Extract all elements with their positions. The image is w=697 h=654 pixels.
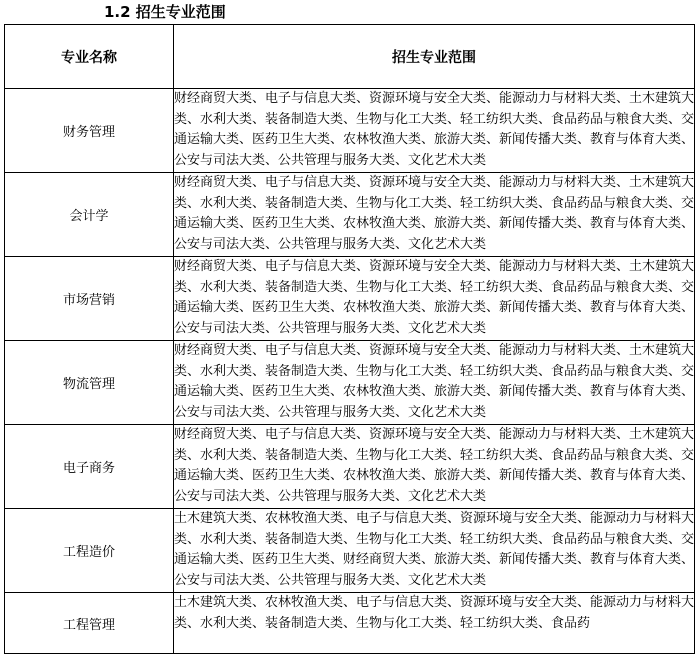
table-row [5, 89, 695, 173]
table-header-row [5, 25, 695, 89]
enrollment-scope-cell: 财经商贸大类、电子与信息大类、资源环境与安全大类、能源动力与材料大类、土木建筑大类、水利大类、装备制造大类、生物与化工大类、轻工纺织大类、食品药品与粮食大类、交通运输大类、医药卫生大类、农林牧渔大类、旅游大类、新闻传播大类、教育与体育大类、公安与司法大类、公共管理与服务大类、文化艺术大类 [174, 341, 695, 425]
table-row [5, 593, 695, 654]
table-row [5, 425, 695, 509]
major-name-cell: 市场营销 [5, 257, 174, 341]
header-enrollment-scope: 招生专业范围 [174, 25, 695, 89]
section-title: 1.2 招生专业范围 [104, 3, 226, 21]
major-name-cell: 财务管理 [5, 89, 174, 173]
major-name-cell: 工程管理 [5, 593, 174, 654]
table-row [5, 257, 695, 341]
major-name-cell: 会计学 [5, 173, 174, 257]
major-name-cell: 工程造价 [5, 509, 174, 593]
major-scope-table [4, 24, 695, 654]
enrollment-scope-cell: 财经商贸大类、电子与信息大类、资源环境与安全大类、能源动力与材料大类、土木建筑大类、水利大类、装备制造大类、生物与化工大类、轻工纺织大类、食品药品与粮食大类、交通运输大类、医药卫生大类、农林牧渔大类、旅游大类、新闻传播大类、教育与体育大类、公安与司法大类、公共管理与服务大类、文化艺术大类 [174, 89, 695, 173]
enrollment-scope-cell: 土木建筑大类、农林牧渔大类、电子与信息大类、资源环境与安全大类、能源动力与材料大类、水利大类、装备制造大类、生物与化工大类、轻工纺织大类、食品药 [174, 593, 695, 654]
major-name-cell: 物流管理 [5, 341, 174, 425]
table-row [5, 509, 695, 593]
enrollment-scope-cell: 财经商贸大类、电子与信息大类、资源环境与安全大类、能源动力与材料大类、土木建筑大类、水利大类、装备制造大类、生物与化工大类、轻工纺织大类、食品药品与粮食大类、交通运输大类、医药卫生大类、农林牧渔大类、旅游大类、新闻传播大类、教育与体育大类、公安与司法大类、公共管理与服务大类、文化艺术大类 [174, 257, 695, 341]
table-row [5, 341, 695, 425]
enrollment-scope-cell: 土木建筑大类、农林牧渔大类、电子与信息大类、资源环境与安全大类、能源动力与材料大类、水利大类、装备制造大类、生物与化工大类、轻工纺织大类、食品药品与粮食大类、交通运输大类、医药卫生大类、财经商贸大类、旅游大类、新闻传播大类、教育与体育大类、公安与司法大类、公共管理与服务大类、文化艺术大类 [174, 509, 695, 593]
major-name-cell: 电子商务 [5, 425, 174, 509]
header-major-name: 专业名称 [5, 25, 174, 89]
enrollment-scope-cell: 财经商贸大类、电子与信息大类、资源环境与安全大类、能源动力与材料大类、土木建筑大类、水利大类、装备制造大类、生物与化工大类、轻工纺织大类、食品药品与粮食大类、交通运输大类、医药卫生大类、农林牧渔大类、旅游大类、新闻传播大类、教育与体育大类、公安与司法大类、公共管理与服务大类、文化艺术大类 [174, 173, 695, 257]
enrollment-scope-cell: 财经商贸大类、电子与信息大类、资源环境与安全大类、能源动力与材料大类、土木建筑大类、水利大类、装备制造大类、生物与化工大类、轻工纺织大类、食品药品与粮食大类、交通运输大类、医药卫生大类、农林牧渔大类、旅游大类、新闻传播大类、教育与体育大类、公安与司法大类、公共管理与服务大类、文化艺术大类 [174, 425, 695, 509]
table-row [5, 173, 695, 257]
